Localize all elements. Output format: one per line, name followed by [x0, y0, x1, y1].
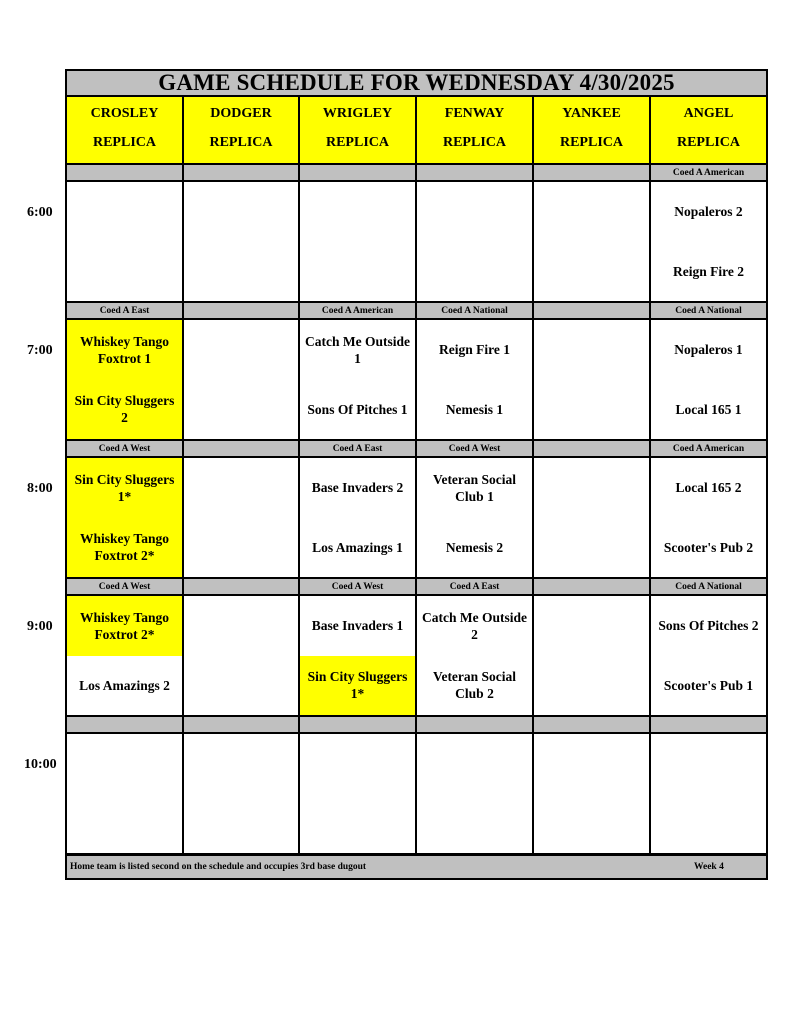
- game-cell: [67, 182, 182, 301]
- division-label: [300, 165, 415, 180]
- team-slot: [417, 656, 532, 716]
- field-name: WRIGLEY: [322, 106, 393, 122]
- team-name: Los Amazings 1: [312, 539, 403, 555]
- team-name: Base Invaders 2: [311, 480, 404, 496]
- team-name: Veteran Social Club 1: [432, 471, 517, 504]
- team-name: Sons Of Pitches 1: [307, 401, 408, 417]
- team-slot: [651, 182, 766, 242]
- division-label: Coed A National: [651, 303, 766, 318]
- team-slot: [300, 596, 415, 656]
- team-name: Sons Of Pitches 2: [658, 618, 759, 634]
- field-name: DODGER: [210, 106, 272, 122]
- division-label: [67, 165, 182, 180]
- division-label: Coed A National: [417, 303, 532, 318]
- team-name: Base Invaders 1: [311, 618, 404, 634]
- division-label: [184, 165, 298, 180]
- field-name: CROSLEY: [90, 106, 159, 122]
- team-slot: [67, 380, 182, 440]
- game-cell: [67, 596, 182, 715]
- field-header-fenway: [417, 97, 532, 163]
- game-cell: [184, 458, 298, 577]
- team-name: Sin City Sluggers 1*: [74, 471, 175, 504]
- week-label: Week 4: [694, 862, 724, 872]
- game-cell: [534, 734, 649, 853]
- game-cell: [67, 320, 182, 439]
- team-name: Nopaleros 1: [674, 342, 743, 358]
- team-slot: [417, 458, 532, 518]
- division-label: [184, 303, 298, 318]
- division-label: [184, 441, 298, 456]
- team-name: Sin City Sluggers 2: [74, 393, 175, 426]
- division-label: Coed A West: [300, 579, 415, 594]
- game-cell: [184, 734, 298, 853]
- team-name: Nemesis 1: [445, 401, 504, 417]
- team-slot: [300, 380, 415, 440]
- division-label: Coed A West: [67, 441, 182, 456]
- division-label: [534, 165, 649, 180]
- team-slot: [67, 656, 182, 716]
- game-cell: [534, 458, 649, 577]
- team-slot: [300, 656, 415, 716]
- field-subtitle: REPLICA: [676, 134, 740, 150]
- team-slot: [651, 656, 766, 716]
- division-label: [534, 579, 649, 594]
- team-name: Reign Fire 2: [673, 263, 744, 279]
- game-cell: [184, 320, 298, 439]
- game-cell: [534, 596, 649, 715]
- time-label: 10:00: [24, 757, 57, 772]
- team-slot: [651, 596, 766, 656]
- game-cell: [534, 182, 649, 301]
- team-name: Nemesis 2: [445, 539, 504, 555]
- field-header-angel: [651, 97, 766, 163]
- team-slot: [67, 596, 182, 656]
- division-label: [534, 717, 649, 732]
- team-slot: [300, 458, 415, 518]
- team-name: Whiskey Tango Foxtrot 2*: [80, 531, 169, 564]
- team-name: Los Amazings 2: [79, 677, 170, 693]
- game-cell: [417, 458, 532, 577]
- team-name: Scooter's Pub 1: [663, 677, 754, 693]
- game-cell: [300, 458, 415, 577]
- team-name: Reign Fire 1: [439, 342, 510, 358]
- team-slot: [300, 320, 415, 380]
- game-cell: [651, 734, 766, 853]
- team-name: Scooter's Pub 2: [663, 539, 754, 555]
- field-header-dodger: [184, 97, 298, 163]
- team-slot: [417, 596, 532, 656]
- division-label: [534, 303, 649, 318]
- team-name: Sin City Sluggers 1*: [307, 669, 408, 702]
- division-label: Coed A National: [651, 579, 766, 594]
- division-label: [300, 717, 415, 732]
- footer-bar: [67, 856, 766, 878]
- game-cell: [651, 182, 766, 301]
- game-cell: [651, 596, 766, 715]
- team-slot: [651, 518, 766, 578]
- field-subtitle: REPLICA: [325, 134, 389, 150]
- division-label: Coed A West: [417, 441, 532, 456]
- division-label: [184, 579, 298, 594]
- game-cell: [417, 182, 532, 301]
- team-slot: [417, 518, 532, 578]
- team-slot: [651, 458, 766, 518]
- field-name: FENWAY: [444, 106, 505, 122]
- team-slot: [67, 518, 182, 578]
- team-name: Local 165 1: [675, 401, 742, 417]
- team-slot: [300, 518, 415, 578]
- game-cell: [67, 458, 182, 577]
- team-name: Catch Me Outside 1: [305, 333, 410, 366]
- time-label: 9:00: [27, 619, 53, 634]
- team-slot: [651, 320, 766, 380]
- division-label: Coed A West: [67, 579, 182, 594]
- game-cell: [651, 458, 766, 577]
- division-label: Coed A East: [67, 303, 182, 318]
- home-team-note: Home team is listed second on the schedule and occupies 3rd base dugout: [70, 862, 367, 872]
- field-subtitle: REPLICA: [442, 134, 506, 150]
- game-cell: [184, 596, 298, 715]
- time-label: 8:00: [27, 481, 53, 496]
- division-label: Coed A American: [651, 441, 766, 456]
- division-label: Coed A American: [300, 303, 415, 318]
- team-name: Veteran Social Club 2: [432, 669, 517, 702]
- game-cell: [300, 320, 415, 439]
- game-cell: [417, 320, 532, 439]
- field-subtitle: REPLICA: [559, 134, 623, 150]
- game-cell: [417, 734, 532, 853]
- division-label: Coed A American: [651, 165, 766, 180]
- team-slot: [417, 380, 532, 440]
- division-label: [651, 717, 766, 732]
- team-slot: [651, 380, 766, 440]
- team-name: Catch Me Outside 2: [422, 609, 527, 642]
- team-name: Whiskey Tango Foxtrot 1: [80, 333, 169, 366]
- division-label: [417, 717, 532, 732]
- team-name: Local 165 2: [675, 480, 742, 496]
- game-cell: [534, 320, 649, 439]
- division-label: [534, 441, 649, 456]
- game-cell: [417, 596, 532, 715]
- field-header-crosley: [67, 97, 182, 163]
- team-slot: [67, 458, 182, 518]
- field-header-wrigley: [300, 97, 415, 163]
- team-slot: [651, 242, 766, 302]
- team-name: Whiskey Tango Foxtrot 2*: [80, 609, 169, 642]
- team-slot: [417, 320, 532, 380]
- field-name: ANGEL: [683, 106, 734, 122]
- game-cell: [300, 596, 415, 715]
- division-label: [417, 165, 532, 180]
- division-label: [184, 717, 298, 732]
- division-label: Coed A East: [417, 579, 532, 594]
- division-label: [67, 717, 182, 732]
- game-cell: [67, 734, 182, 853]
- field-subtitle: REPLICA: [209, 134, 273, 150]
- schedule-title: GAME SCHEDULE FOR WEDNESDAY 4/30/2025: [67, 71, 766, 95]
- field-name: YANKEE: [562, 106, 621, 122]
- game-cell: [300, 734, 415, 853]
- schedule-table: [65, 69, 768, 880]
- team-name: Nopaleros 2: [674, 204, 743, 220]
- field-header-yankee: [534, 97, 649, 163]
- game-cell: [184, 182, 298, 301]
- time-label: 7:00: [27, 343, 53, 358]
- division-label: Coed A East: [300, 441, 415, 456]
- game-cell: [300, 182, 415, 301]
- time-label: 6:00: [27, 205, 53, 220]
- game-cell: [651, 320, 766, 439]
- field-subtitle: REPLICA: [92, 134, 156, 150]
- team-slot: [67, 320, 182, 380]
